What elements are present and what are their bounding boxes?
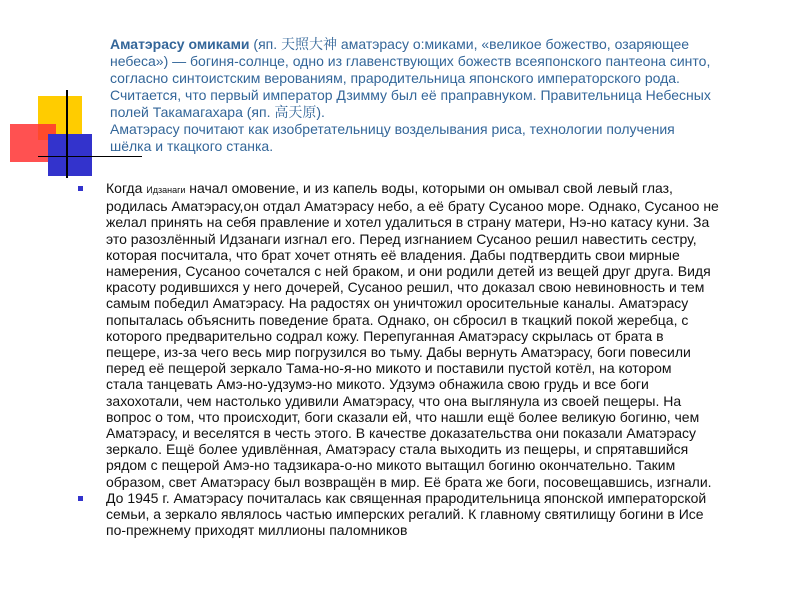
- story-line: которого предварительно содрал кожу. Перепуганная Аматэрасу скрылась от брата в: [106, 327, 664, 344]
- story-line: захохотали, чем настолько удивили Аматэрасу, что она выглянула из своей пещеры. На: [106, 392, 682, 409]
- decor-horizontal-line: [38, 156, 142, 157]
- story-line: это разозлённый Идзанаги изгнал его. Перед изгнанием Сусаноо решил навестить сестру,: [106, 230, 697, 247]
- story-when: Когда: [106, 180, 147, 196]
- story-line: красоту родившихся у него дочерей, Сусаноо решил, что доказал свою невиновность и тем: [106, 279, 705, 296]
- story-first-line: [106, 180, 780, 198]
- story-line: желал принять на себя правление и хотел удалиться в страну матери, Нэ-но катасу куни. За: [106, 214, 710, 231]
- story-line: рядом с пещерой Амэ-но тадзикара-о-но микото вытащил богиню окончательно. Таким: [106, 457, 676, 474]
- list-item-history: [78, 490, 780, 539]
- intro-line-1-rest: (яп. 天照大神 аматэрасу о:миками, «великое божество, озаряющее: [249, 36, 690, 52]
- history-line: по-прежнему приходят миллионы паломников: [106, 522, 408, 539]
- body-list: [78, 180, 780, 538]
- story-line: которая посчитала, что брат хочет отнять её владения. Дабы подтвердить свои мирные: [106, 246, 680, 263]
- story-line: самым победил Аматэрасу. На радостях он уничтожил оросительные каналы. Аматэрасу: [106, 295, 689, 312]
- story-line: намерения, Сусаноо сочетался с ней браком, и они родили детей из вещей друг друга. Видя: [106, 263, 711, 280]
- intro-block: [110, 36, 778, 155]
- intro-line-2: небеса») — богиня-солнце, одно из главенствующих божеств всеяпонского пантеона синто,: [110, 53, 711, 69]
- decor-vertical-line: [66, 90, 68, 178]
- intro-name: Аматэрасу омиками: [110, 36, 250, 52]
- list-item-story: [78, 180, 780, 490]
- decor-blue-square: [48, 134, 92, 176]
- story-line: вопрос о том, что происходит, боги сказали ей, что нашли ещё более великую богиню, чем: [106, 408, 700, 425]
- story-line: зеркало. Ещё более удивлённая, Аматэрасу стала выходить из пещеры, и спрятавшийся: [106, 441, 689, 458]
- intro-line-1: [110, 36, 778, 53]
- bullet-icon: [78, 496, 83, 501]
- intro-line-4: Считается, что первый император Дзимму был её праправнуком. Правительница Небесных: [110, 87, 711, 103]
- story-line: стала танцевать Амэ-но-удзумэ-но микото. Удзумэ обнажила свою грудь и все боги: [106, 376, 649, 393]
- story-line: родилась Аматэрасу,он отдал Аматэрасу небо, а её брату Сусаноо море. Однако, Сусаноо не: [106, 198, 719, 215]
- story-line: перед её пещерой зеркало Тама-но-я-но микото и поставили пустой котёл, на котором: [106, 360, 672, 377]
- history-line: семьи, а зеркало являлось частью имперских регалий. К главному святилищу богини в Исе: [106, 506, 704, 523]
- intro-line-3: согласно синтоистским верованиям, прародительница японского императорского рода.: [110, 70, 680, 86]
- history-line: До 1945 г. Аматэрасу почиталась как священная прародительница японской императорской: [106, 489, 707, 506]
- story-line: образом, свет Аматэрасу был возвращён в мир. Её брата же боги, посовещавшись, изгнали.: [106, 473, 712, 490]
- story-line: Аматэрасу, и веселятся в честь этого. В качестве доказательства они показали Аматэрасу: [106, 425, 696, 442]
- story-line: попыталась объяснить поведение брата. Однако, он сбросил в ткацкий покой жеребца, с: [106, 311, 689, 328]
- story-line: пещере, из-за чего весь мир погрузился во тьму. Дабы вернуть Аматэрасу, боги повесили: [106, 344, 691, 361]
- bullet-icon: [78, 186, 83, 191]
- story-izanagi: Идзанаги: [146, 185, 186, 195]
- story-line-0: начал омовение, и из капель воды, которыми он омывал свой левый глаз,: [185, 180, 673, 196]
- intro-line-5: полей Такамагахара (яп. 高天原).: [110, 104, 325, 120]
- intro-line-7: шёлка и ткацкого станка.: [110, 138, 274, 154]
- intro-line-6: Аматэрасу почитают как изобретательницу возделывания риса, технологии получения: [110, 121, 675, 137]
